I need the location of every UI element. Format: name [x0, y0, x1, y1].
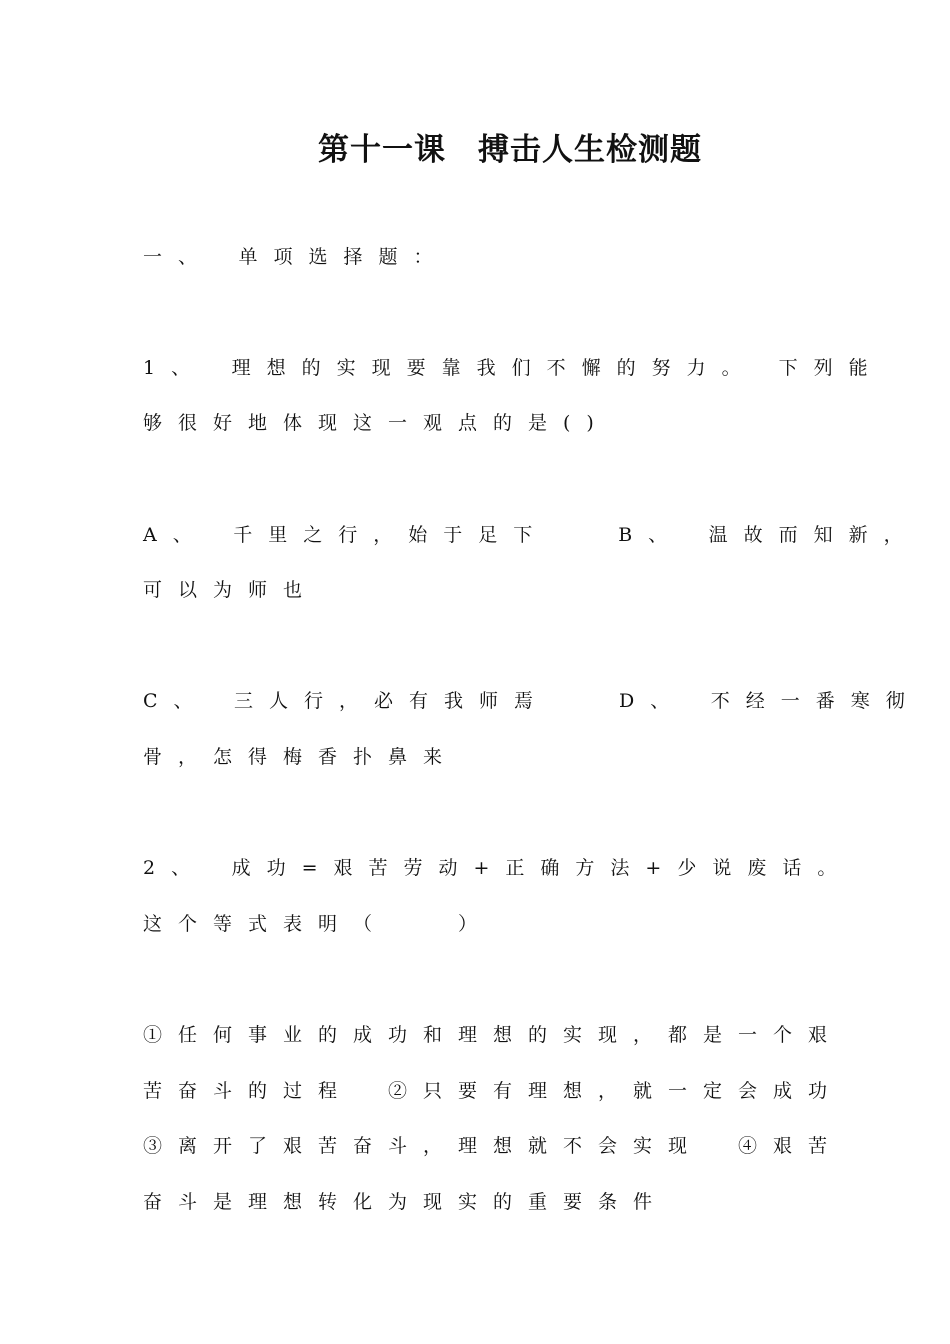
- section-heading: 一、 单项选择题：: [143, 246, 449, 268]
- question-1-options-line-4: 骨，怎得梅香扑鼻来: [143, 746, 459, 768]
- page-title: 第十一课 搏击人生检测题: [318, 132, 702, 168]
- question-1-options-line-3: C、 三人行，必有我师焉 D、 不经一番寒彻: [143, 690, 921, 712]
- question-1-options-line-2: 可以为师也: [143, 579, 319, 601]
- question-2-stem-line-1: 2、 成功=艰苦劳动+正确方法+少说废话。: [143, 857, 853, 879]
- question-2-statements-line-2: 苦奋斗的过程 ②只要有理想，就一定会成功: [143, 1080, 844, 1102]
- question-1-stem-line-1: 1、 理想的实现要靠我们不懈的努力。 下列能: [143, 357, 884, 379]
- question-2-statements-line-4: 奋斗是理想转化为现实的重要条件: [143, 1191, 669, 1213]
- question-2-statements-line-1: ①任何事业的成功和理想的实现，都是一个艰: [143, 1024, 844, 1046]
- question-2-statements-line-3: ③离开了艰苦奋斗，理想就不会实现 ④艰苦: [143, 1135, 844, 1157]
- question-1-stem-line-2: 够很好地体现这一观点的是(): [143, 412, 610, 434]
- question-1-options-line-1: A、 千里之行，始于足下 B、 温故而知新，: [143, 524, 919, 546]
- question-2-stem-line-2: 这个等式表明（ ）: [143, 913, 494, 935]
